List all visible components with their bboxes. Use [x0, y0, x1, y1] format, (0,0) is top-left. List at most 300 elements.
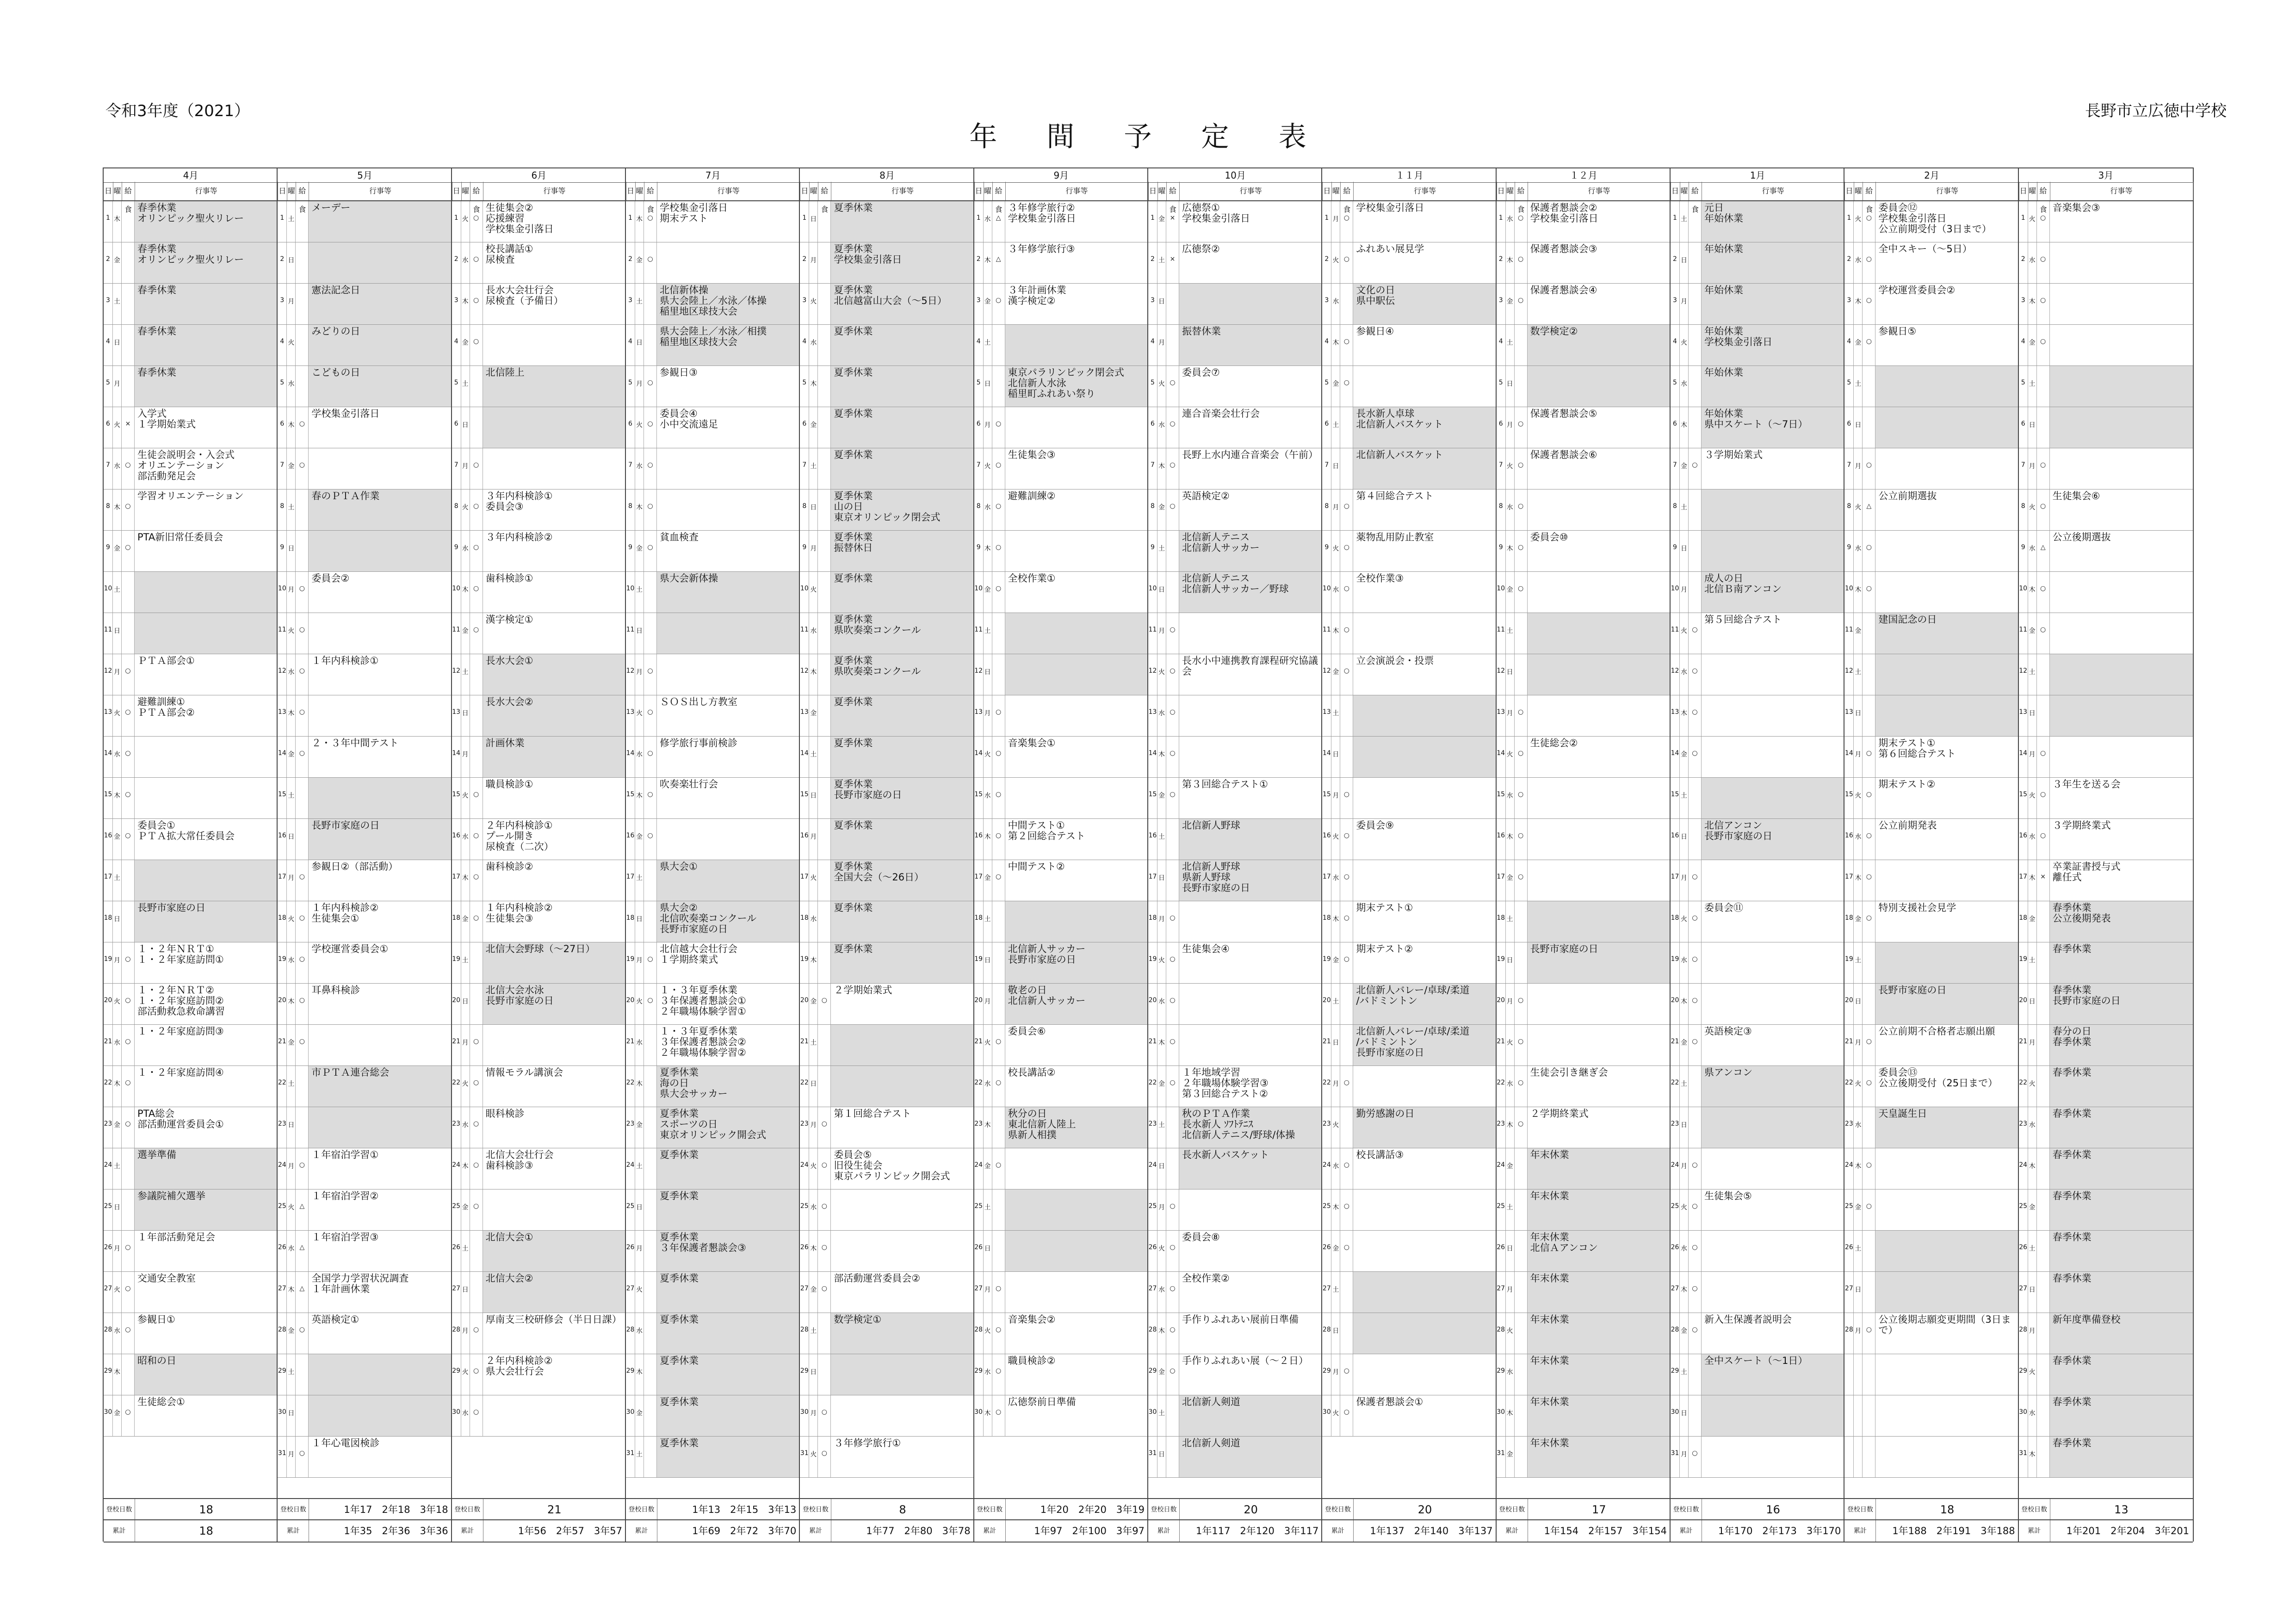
day-number: 24 [104, 1148, 113, 1189]
day-row [1844, 201, 2018, 242]
day-number: 27 [800, 1272, 809, 1313]
weekday: 水 [461, 242, 470, 283]
lunch-mark [1340, 737, 1353, 777]
event-text: １年宿泊学習② [311, 1190, 379, 1202]
weekday: 水 [1506, 778, 1515, 818]
weekday: 火 [1157, 654, 1166, 695]
day-row [1497, 407, 1671, 448]
day-number: 9 [1322, 531, 1331, 571]
event-text: 春季休業 [135, 284, 278, 324]
day-row [2019, 984, 2193, 1025]
weekday: 土 [635, 1437, 644, 1477]
event-text [1005, 613, 1148, 654]
day-row [1148, 1395, 1322, 1437]
lunch-mark: × [1166, 201, 1179, 242]
attendance-label: 登校日数 [2019, 1499, 2050, 1520]
weekday: 火 [2028, 201, 2037, 242]
event-text: メーデー [309, 201, 452, 242]
day-number: 11 [1497, 613, 1506, 654]
event-text [309, 531, 452, 571]
weekday: 火 [635, 695, 644, 736]
event-text [831, 1025, 974, 1065]
lunch-mark: ○ [2037, 819, 2050, 860]
day-row [1671, 1395, 1844, 1437]
lunch-mark [818, 778, 831, 818]
lunch-mark: ○ [644, 531, 657, 571]
weekday: 火 [1331, 242, 1340, 283]
event-text [1353, 1272, 1496, 1313]
event-text: 北信新人サッカー 長野市家庭の日 [1005, 942, 1148, 983]
event-text: 北信大会① [483, 1231, 626, 1271]
weekday: 月 [113, 942, 122, 983]
day-number: 13 [974, 695, 984, 736]
event-text: PTA新旧常任委員会 [137, 532, 223, 543]
day-row [2019, 613, 2193, 654]
day-row [2019, 1272, 2193, 1313]
day-row [974, 654, 1148, 695]
day-number: 5 [2019, 366, 2028, 407]
lunch-mark: △ [992, 242, 1005, 283]
weekday: 木 [461, 572, 470, 613]
day-number: 8 [1671, 489, 1680, 530]
weekday: 日 [635, 901, 644, 942]
day-row [800, 284, 974, 325]
lunch-mark [2037, 654, 2050, 695]
lunch-mark: ○ [122, 778, 135, 818]
day-number: 21 [800, 1025, 809, 1065]
event-text [1702, 1395, 1844, 1436]
lunch-mark: ○ [644, 984, 657, 1024]
day-row [974, 984, 1148, 1025]
attendance-days: 20 [1417, 1503, 1432, 1516]
weekday: 火 [461, 489, 470, 530]
lunch-mark: ○ [470, 860, 483, 901]
event-text: 参観日②（部活動） [311, 861, 398, 872]
event-text: 夏季休業 [831, 572, 974, 613]
event-text: 新年度準備登校 [2050, 1313, 2193, 1354]
weekday: 木 [809, 654, 818, 695]
day-number: 19 [1497, 942, 1506, 983]
event-text: 長野上水内連合音楽会（午前） [1182, 449, 1318, 460]
day-number: 14 [974, 737, 984, 777]
day-number: 20 [1844, 984, 1854, 1024]
event-text: 中間テスト① 第２回総合テスト [1008, 820, 1085, 842]
day-number: 26 [1844, 1231, 1854, 1271]
day-number: 7 [626, 448, 635, 489]
event-text: 卒業証書授与式 離任式 [2052, 861, 2121, 883]
day-row [1497, 1313, 1671, 1354]
day-number: 17 [104, 860, 113, 901]
event-text [1005, 654, 1148, 695]
weekday: 日 [1157, 284, 1166, 324]
day-row [452, 325, 626, 366]
event-text [1702, 1437, 1844, 1477]
cumulative-label: 累計 [1671, 1520, 1702, 1542]
day-number: 10 [626, 572, 635, 613]
weekday-column-header: 曜 [1506, 182, 1515, 200]
day-row [800, 531, 974, 572]
day-number: 21 [1671, 1025, 1680, 1065]
weekday: 土 [1854, 654, 1863, 695]
day-row [1844, 1313, 2018, 1354]
weekday: 水 [635, 737, 644, 777]
lunch-mark: ○ [818, 984, 831, 1024]
weekday: 木 [113, 489, 122, 530]
lunch-mark [1689, 1395, 1702, 1436]
day-number: 8 [2019, 489, 2028, 530]
weekday: 土 [1680, 489, 1689, 530]
lunch-mark: ○ [1863, 860, 1875, 901]
lunch-mark: ○ [296, 1148, 309, 1189]
attendance-days: 18 [1940, 1503, 1955, 1516]
day-row [1844, 1025, 2018, 1066]
event-text: 春分の日 春季休業 [2050, 1025, 2193, 1065]
weekday: 金 [809, 695, 818, 736]
day-number: 22 [800, 1066, 809, 1107]
event-text: 生徒総会② [1530, 737, 1578, 749]
day-number: 28 [974, 1313, 984, 1354]
day-row [104, 1395, 278, 1437]
event-text [831, 1066, 974, 1107]
lunch-mark: ○ [644, 366, 657, 407]
weekday: 水 [809, 901, 818, 942]
day-row [1148, 613, 1322, 654]
day-row [2019, 407, 2193, 448]
day-row [1497, 1354, 1671, 1395]
event-text: 保護者懇談会⑤ [1530, 408, 1597, 419]
lunch-mark [644, 613, 657, 654]
lunch-mark [818, 654, 831, 695]
lunch-mark [1340, 284, 1353, 324]
weekday: 月 [809, 819, 818, 860]
weekday: 月 [461, 737, 470, 777]
day-number: 19 [1844, 942, 1854, 983]
lunch-mark [1166, 1148, 1179, 1189]
day-number: 13 [104, 695, 113, 736]
day-row [2019, 901, 2193, 942]
lunch-mark: ○ [1863, 201, 1875, 242]
day-number: 7 [1148, 448, 1157, 489]
cumulative-label: 累計 [974, 1520, 1006, 1542]
lunch-column-header: 給食 [296, 182, 309, 200]
weekday: 土 [461, 366, 470, 407]
lunch-mark: ○ [992, 1354, 1005, 1395]
event-text: 敬老の日 北信新人サッカー [1005, 984, 1148, 1024]
day-row [626, 242, 800, 284]
day-row [626, 1025, 800, 1066]
event-text: ３年計画休業 漢字検定② [1008, 285, 1066, 306]
day-row [1497, 1231, 1671, 1272]
day-row [1148, 1066, 1322, 1107]
lunch-mark: ○ [1166, 1272, 1179, 1313]
day-number: 14 [278, 737, 287, 777]
event-text [1353, 1354, 1496, 1395]
lunch-mark [296, 242, 309, 283]
day-number: 7 [1497, 448, 1506, 489]
weekday-column-header: 曜 [1854, 182, 1863, 200]
weekday: 木 [809, 942, 818, 983]
lunch-mark: ○ [1340, 201, 1353, 242]
day-row [626, 1313, 800, 1354]
day-row [1844, 860, 2018, 901]
day-row [2019, 325, 2193, 366]
event-text: 選挙準備 [135, 1148, 278, 1189]
weekday: 土 [461, 942, 470, 983]
day-number: 29 [1148, 1354, 1157, 1395]
day-row [974, 1272, 1148, 1313]
day-number: 6 [104, 407, 113, 448]
lunch-mark: ○ [1166, 407, 1179, 448]
lunch-mark: ○ [2037, 778, 2050, 818]
event-text [1353, 1313, 1496, 1354]
lunch-mark: ○ [122, 1395, 135, 1436]
weekday: 土 [113, 860, 122, 901]
weekday: 土 [2028, 654, 2037, 695]
day-row [104, 1354, 278, 1395]
lunch-mark: × [1166, 242, 1179, 283]
day-row [1844, 531, 2018, 572]
event-text [309, 1395, 452, 1436]
day-number: 14 [1844, 737, 1854, 777]
day-row [1148, 489, 1322, 531]
event-text [1005, 1272, 1148, 1313]
day-row [1322, 901, 1496, 942]
day-number: 24 [1844, 1148, 1854, 1189]
weekday: 土 [635, 860, 644, 901]
event-text [1528, 778, 1671, 818]
day-number: 26 [278, 1231, 287, 1271]
day-number: 20 [974, 984, 984, 1024]
weekday: 金 [984, 572, 992, 613]
day-number: 9 [800, 531, 809, 571]
day-number: 22 [1844, 1066, 1854, 1107]
day-row [1148, 901, 1322, 942]
lunch-mark [992, 942, 1005, 983]
weekday: 土 [1680, 1354, 1689, 1395]
weekday: 火 [1680, 325, 1689, 365]
day-row [1497, 695, 1671, 737]
day-row [1844, 572, 2018, 613]
day-row [452, 695, 626, 737]
day-row [1148, 860, 1322, 901]
lunch-mark [1515, 654, 1528, 695]
day-row [2019, 366, 2193, 407]
day-number: 10 [1148, 572, 1157, 613]
day-row [278, 1437, 452, 1478]
event-text: 年始休業 [1702, 366, 1844, 407]
page-title: 年 間 予 定 表 [969, 121, 1327, 153]
day-number: 12 [452, 654, 461, 695]
day-number: 11 [1844, 613, 1854, 654]
lunch-mark: ○ [470, 242, 483, 283]
day-column-header: 日 [1671, 182, 1680, 200]
event-text: 学校集金引落日 [1356, 202, 1424, 213]
weekday: 水 [1854, 1107, 1863, 1148]
event-text: 広徳祭② [1182, 243, 1220, 254]
weekday: 金 [809, 407, 818, 448]
event-text: 北信新人テニス 北信新人サッカー [1179, 531, 1322, 571]
attendance-days: 1年13 2年15 3年13 [692, 1504, 797, 1515]
weekday: 金 [809, 984, 818, 1024]
attendance-row [104, 1498, 278, 1520]
event-text [1875, 1189, 2018, 1230]
day-number: 5 [1671, 366, 1680, 407]
cumulative-label: 累計 [278, 1520, 309, 1542]
weekday: 金 [2028, 1189, 2037, 1230]
event-text: 昭和の日 [135, 1354, 278, 1395]
day-row [1497, 819, 1671, 860]
lunch-mark [1515, 1189, 1528, 1230]
day-number: 20 [1322, 984, 1331, 1024]
day-row [104, 860, 278, 901]
weekday: 木 [1157, 737, 1166, 777]
day-row [800, 489, 974, 531]
lunch-mark [818, 448, 831, 489]
weekday: 金 [1680, 1313, 1689, 1354]
day-number: 12 [1322, 654, 1331, 695]
lunch-mark [1689, 489, 1702, 530]
weekday: 火 [113, 1272, 122, 1313]
lunch-mark: ○ [470, 572, 483, 613]
weekday: 金 [2028, 325, 2037, 365]
lunch-mark: ○ [644, 778, 657, 818]
lunch-mark [470, 1231, 483, 1271]
weekday: 月 [287, 284, 296, 324]
day-row [800, 1189, 974, 1231]
event-text [1875, 448, 2018, 489]
event-text: 広徳祭前日準備 [1008, 1396, 1076, 1407]
weekday: 金 [1157, 201, 1166, 242]
day-row [278, 489, 452, 531]
event-text: 夏季休業 [657, 1148, 800, 1189]
weekday: 火 [1680, 901, 1689, 942]
day-number: 15 [1671, 778, 1680, 818]
weekday: 土 [1680, 201, 1689, 242]
event-text: 避難訓練① ＰＴＡ部会② [137, 696, 195, 718]
lunch-mark: ○ [122, 654, 135, 695]
day-row [1844, 984, 2018, 1025]
day-number: 11 [1322, 613, 1331, 654]
lunch-mark: △ [1863, 489, 1875, 530]
event-text: 長野市家庭の日 [309, 819, 452, 860]
weekday: 火 [1854, 489, 1863, 530]
weekday: 水 [1331, 284, 1340, 324]
day-number: 30 [1148, 1395, 1157, 1436]
weekday: 金 [1331, 654, 1340, 695]
lunch-mark: ○ [1166, 366, 1179, 407]
day-row [452, 613, 626, 654]
day-row [1497, 1148, 1671, 1189]
lunch-mark: ○ [1166, 901, 1179, 942]
day-row [1497, 984, 1671, 1025]
lunch-mark: ○ [992, 1025, 1005, 1065]
lunch-mark [1515, 1231, 1528, 1271]
day-number: 6 [1671, 407, 1680, 448]
lunch-mark: ○ [470, 901, 483, 942]
weekday: 土 [1680, 1066, 1689, 1107]
day-number: 23 [278, 1107, 287, 1148]
weekday: 月 [984, 407, 992, 448]
weekday: 月 [1506, 1272, 1515, 1313]
event-text: 年末休業 [1528, 1354, 1671, 1395]
weekday: 水 [1331, 860, 1340, 901]
day-row [452, 984, 626, 1025]
weekday: 木 [984, 819, 992, 860]
day-row [626, 366, 800, 407]
event-text [1528, 695, 1671, 736]
day-number: 7 [974, 448, 984, 489]
day-number: 2 [104, 242, 113, 283]
day-row [974, 407, 1148, 448]
weekday: 月 [984, 695, 992, 736]
event-text [657, 242, 800, 283]
day-column-header: 日 [1322, 182, 1332, 200]
day-number: 6 [278, 407, 287, 448]
day-number: 23 [2019, 1107, 2028, 1148]
weekday: 火 [461, 201, 470, 242]
day-number: 20 [2019, 984, 2028, 1024]
day-row [104, 489, 278, 531]
event-text [831, 1354, 974, 1395]
day-number: 13 [1322, 695, 1331, 736]
lunch-mark: ○ [992, 1395, 1005, 1436]
event-text [2050, 695, 2193, 736]
lunch-mark [1689, 531, 1702, 571]
event-text: １年内科検診② 生徒集会① [311, 902, 379, 924]
day-number: 11 [1671, 613, 1680, 654]
day-row [1148, 1354, 1322, 1395]
lunch-mark: ○ [1340, 1148, 1353, 1189]
lunch-mark: ○ [470, 1148, 483, 1189]
lunch-mark: ○ [1863, 737, 1875, 777]
day-number: 10 [1671, 572, 1680, 613]
cumulative-days: 1年117 2年120 3年117 [1195, 1525, 1319, 1536]
weekday: 火 [461, 1066, 470, 1107]
day-row [626, 860, 800, 901]
lunch-mark [2037, 1395, 2050, 1436]
weekday: 水 [1680, 366, 1689, 407]
weekday: 木 [1331, 613, 1340, 654]
day-number: 25 [452, 1189, 461, 1230]
day-number: 27 [626, 1272, 635, 1313]
day-row [974, 531, 1148, 572]
lunch-mark: ○ [470, 489, 483, 530]
day-number: 5 [1844, 366, 1854, 407]
month-name: 10月 [1148, 167, 1322, 183]
event-text: 年末休業 [1528, 1313, 1671, 1354]
event-text [2050, 284, 2193, 324]
day-row [974, 1066, 1148, 1107]
day-number: 24 [974, 1148, 984, 1189]
lunch-mark: ○ [644, 448, 657, 489]
day-row [626, 1107, 800, 1148]
event-text: ２年内科検診① プール開き 尿検査（二次） [485, 820, 554, 852]
day-row [1322, 819, 1496, 860]
weekday: 土 [635, 1148, 644, 1189]
day-row [1671, 1107, 1844, 1148]
day-row [1148, 1437, 1322, 1478]
lunch-mark [992, 654, 1005, 695]
lunch-mark [818, 695, 831, 736]
lunch-mark [2037, 1313, 2050, 1354]
day-row [1671, 1231, 1844, 1272]
day-number: 25 [278, 1189, 287, 1230]
lunch-mark: ○ [644, 407, 657, 448]
lunch-mark [644, 1107, 657, 1148]
day-row [1497, 942, 1671, 984]
lunch-column-header: 給食 [1863, 182, 1876, 200]
weekday: 月 [984, 984, 992, 1024]
